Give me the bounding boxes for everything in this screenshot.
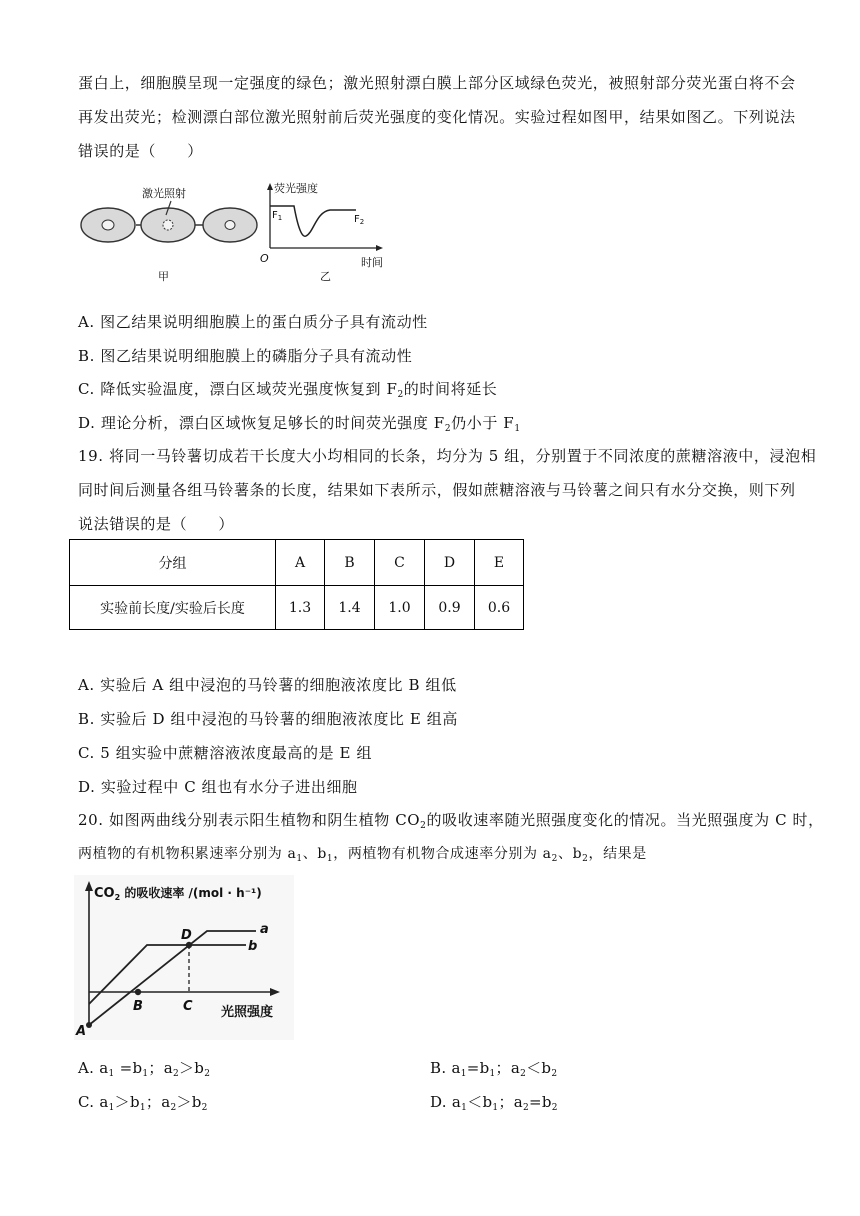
point-d-label: D <box>181 928 192 943</box>
fig-jia-caption: 甲 <box>158 270 169 283</box>
q19-option-c: C. 5 组实验中蔗糖溶液浓度最高的是 E 组 <box>78 744 373 762</box>
origin-label: O <box>260 252 269 265</box>
fig-yi-y-label: 荧光强度 <box>274 182 318 195</box>
q19-table <box>69 539 524 630</box>
point-b-label: B <box>133 999 143 1014</box>
table-header-row <box>70 540 524 586</box>
q20-option-d: D. $a_1<b_1$；$a_2=b_2$ <box>430 1093 558 1113</box>
q18-option-d: D. 理论分析，漂白区域恢复足够长的时间荧光强度 $F_2$仍小于 $F_1$ <box>78 414 521 434</box>
q19-stem-line1: 19. 将同一马铃薯切成若干长度大小均相同的长条，均分为 5 组，分别置于不同浓度的蔗糖溶液中，浸泡相 <box>78 447 817 465</box>
fluorescence-curve <box>270 206 356 236</box>
point-c-label: C <box>183 999 193 1014</box>
q19-stem-line2: 同时间后测量各组马铃薯条的长度，结果如下表所示，假如蔗糖溶液与马铃薯之间只有水分交换，则下列 <box>78 481 796 499</box>
table-header-cell: D <box>425 540 475 586</box>
q18-figure-jia <box>80 180 260 285</box>
table-header-cell: E <box>475 540 524 586</box>
q18-stem-line2: 再发出荧光；检测漂白部位激光照射前后荧光强度的变化情况。实验过程如图甲，结果如图乙。下列说法 <box>78 108 796 126</box>
q18-option-c: C. 降低实验温度，漂白区域荧光强度恢复到 $F_2$的时间将延长 <box>78 380 498 400</box>
fig-yi-caption: 乙 <box>320 270 331 283</box>
q18-stem-line1: 蛋白上，细胞膜呈现一定强度的绿色；激光照射漂白膜上部分区域绿色荧光，被照射部分荧光蛋白将不会 <box>78 74 796 92</box>
q19-option-d: D. 实验过程中 C 组也有水分子进出细胞 <box>78 778 358 796</box>
table-cell: 1.0 <box>375 586 425 630</box>
table-header-cell: 分组 <box>70 540 276 586</box>
table-header-cell: B <box>325 540 375 586</box>
q18-figure-yi <box>258 180 388 285</box>
fig20-y-label: $CO_2$ 的吸收速率 /(mol · h⁻¹) <box>94 886 262 902</box>
q18-option-a: A. 图乙结果说明细胞膜上的蛋白质分子具有流动性 <box>78 313 428 331</box>
q20-option-b: B. $a_1=b_1$；$a_2<b_2$ <box>430 1059 558 1079</box>
table-cell: 0.6 <box>475 586 524 630</box>
q20-option-c: C. $a_1>b_1$；$a_2>b_2$ <box>78 1093 208 1113</box>
f1-label: $F_1$ <box>272 210 283 222</box>
q20-stem-line1: 20. 如图两曲线分别表示阳生植物和阴生植物 $CO_2$的吸收速率随光照强度变化的情况。当光照强度为 C 时， <box>78 811 824 831</box>
table-row <box>70 586 524 630</box>
cell-1 <box>81 208 135 242</box>
q20-figure <box>74 875 294 1040</box>
q20-option-a: A. $a_1 =b_1$；$a_2>b_2$ <box>78 1059 211 1079</box>
table-cell: 0.9 <box>425 586 475 630</box>
fig-yi-x-label: 时间 <box>361 256 383 269</box>
laser-label: 激光照射 <box>142 187 186 200</box>
q18-stem-line3: 错误的是（ ） <box>78 142 203 160</box>
q19-option-a: A. 实验后 A 组中浸泡的马铃薯的细胞液浓度比 B 组低 <box>78 676 457 694</box>
table-header-cell: C <box>375 540 425 586</box>
table-cell: 1.3 <box>276 586 325 630</box>
q20-stem-line2: 两植物的有机物积累速率分别为 $a_1$、$b_1$，两植物有机物合成速率分别为 $a_2$、$b_2$，结果是 <box>78 846 647 864</box>
table-header-cell: A <box>276 540 325 586</box>
cell-2 <box>141 208 195 242</box>
table-cell: 实验前长度/实验后长度 <box>70 586 276 630</box>
q19-stem-line3: 说法错误的是（ ） <box>78 515 235 533</box>
cell-3 <box>203 208 257 242</box>
q18-option-b: B. 图乙结果说明细胞膜上的磷脂分子具有流动性 <box>78 347 413 365</box>
q19-option-b: B. 实验后 D 组中浸泡的马铃薯的细胞液浓度比 E 组高 <box>78 710 459 728</box>
curve-b-label: b <box>248 939 258 954</box>
point-b-marker <box>135 989 141 995</box>
f2-label: $F_2$ <box>354 214 365 226</box>
point-a-label: A <box>76 1024 87 1039</box>
curve-a-label: a <box>260 922 269 937</box>
point-a-marker <box>86 1022 92 1028</box>
table-cell: 1.4 <box>325 586 375 630</box>
fig20-x-label: 光照强度 <box>221 1005 274 1020</box>
